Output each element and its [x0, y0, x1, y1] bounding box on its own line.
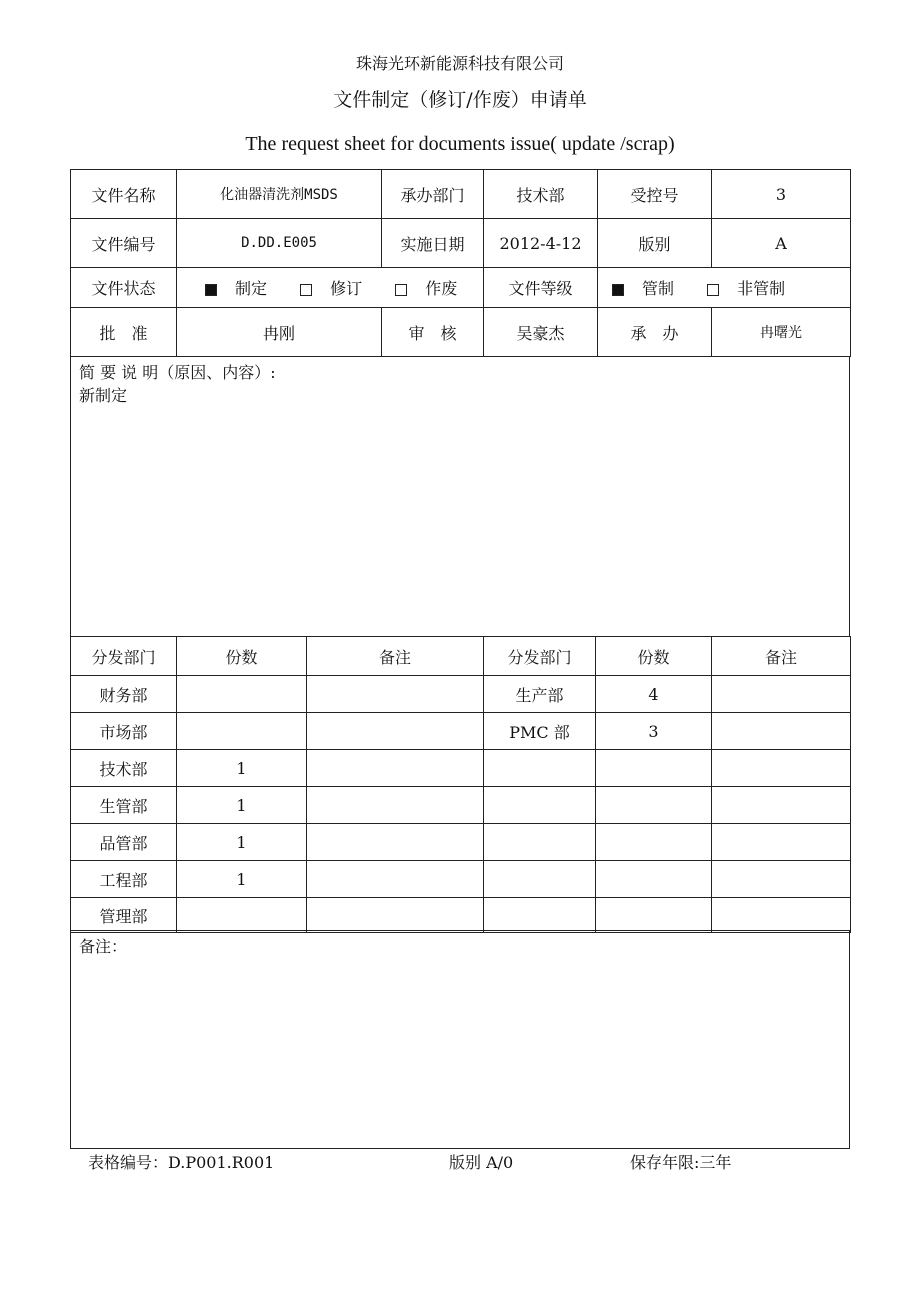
- form-title-en: The request sheet for documents issue( update /scrap): [245, 133, 675, 155]
- table-cell: 1: [177, 824, 307, 861]
- version-label: 版别: [598, 219, 712, 268]
- table-row: [71, 713, 851, 750]
- status-option-issue[interactable]: 制定: [205, 279, 267, 298]
- table-cell: 工程部: [71, 861, 177, 898]
- approve-label: 批 准: [71, 308, 177, 357]
- distribution-table: [70, 636, 851, 933]
- summary-label: 简 要 说 明（原因、内容）:: [79, 363, 276, 382]
- form-title-cn: 文件制定（修订/作废）申请单: [333, 89, 587, 111]
- reviewer-value: 吴豪杰: [484, 308, 598, 357]
- table-cell: [712, 713, 851, 750]
- table-cell: [712, 750, 851, 787]
- handler-value: 冉曙光: [712, 308, 851, 357]
- col-header: 分发部门: [484, 637, 596, 676]
- distribution-header-row: [71, 637, 851, 676]
- col-header: 份数: [596, 637, 712, 676]
- table-row: [71, 824, 851, 861]
- table-cell: [177, 676, 307, 713]
- level-option-uncontrolled[interactable]: 非管制: [707, 279, 785, 298]
- remark-section: [70, 930, 850, 1149]
- table-cell: [596, 861, 712, 898]
- table-cell: 管理部: [71, 898, 177, 933]
- form-number: 表格编号：D.P001.R001: [88, 1153, 275, 1172]
- table-cell: 市场部: [71, 713, 177, 750]
- table-row: [71, 787, 851, 824]
- unchecked-box-icon: [300, 284, 312, 296]
- table-cell: 生产部: [484, 676, 596, 713]
- control-no-value: 3: [712, 170, 851, 219]
- checked-box-icon: [612, 284, 624, 296]
- table-cell: [484, 861, 596, 898]
- status-label: 文件状态: [71, 268, 177, 308]
- status-option-update[interactable]: 修订: [300, 279, 362, 298]
- table-cell: [596, 750, 712, 787]
- approver-value: 冉刚: [177, 308, 382, 357]
- retention-period: 保存年限:三年: [630, 1153, 732, 1172]
- table-cell: [307, 713, 484, 750]
- table-row: [71, 861, 851, 898]
- edition-label: 版别 A/0: [449, 1153, 514, 1172]
- control-no-label: 受控号: [598, 170, 712, 219]
- table-cell: [712, 676, 851, 713]
- table-cell: [484, 898, 596, 933]
- company-name: 珠海光环新能源科技有限公司: [355, 54, 564, 73]
- table-cell: [596, 898, 712, 933]
- handle-label: 承 办: [598, 308, 712, 357]
- col-header: 份数: [177, 637, 307, 676]
- table-row: [71, 676, 851, 713]
- table-cell: PMC 部: [484, 713, 596, 750]
- remark-label: 备注：: [79, 937, 128, 956]
- table-cell: [484, 824, 596, 861]
- table-cell: 4: [596, 676, 712, 713]
- table-cell: 1: [177, 861, 307, 898]
- unchecked-box-icon: [395, 284, 407, 296]
- summary-content: 新制定: [79, 386, 128, 405]
- col-header: 备注: [307, 637, 484, 676]
- doc-name-label: 文件名称: [71, 170, 177, 219]
- table-cell: 1: [177, 750, 307, 787]
- table-cell: 品管部: [71, 824, 177, 861]
- level-label: 文件等级: [484, 268, 598, 308]
- table-cell: [307, 676, 484, 713]
- checked-box-icon: [205, 284, 217, 296]
- table-cell: [307, 898, 484, 933]
- version-value: A: [712, 219, 851, 268]
- level-option-controlled[interactable]: 管制: [612, 279, 674, 298]
- table-cell: 技术部: [71, 750, 177, 787]
- table-cell: [307, 861, 484, 898]
- table-cell: [177, 898, 307, 933]
- col-header: 备注: [712, 637, 851, 676]
- table-cell: [484, 787, 596, 824]
- table-cell: [307, 787, 484, 824]
- table-cell: 1: [177, 787, 307, 824]
- table-cell: [712, 787, 851, 824]
- table-cell: 财务部: [71, 676, 177, 713]
- impl-date-label: 实施日期: [382, 219, 484, 268]
- table-row: [71, 898, 851, 933]
- document-info-table: [70, 169, 851, 357]
- unchecked-box-icon: [707, 284, 719, 296]
- table-cell: [712, 898, 851, 933]
- table-cell: [712, 861, 851, 898]
- table-cell: [484, 750, 596, 787]
- summary-section: [70, 356, 850, 637]
- doc-name-value: 化油器清洗剂MSDS: [177, 170, 382, 219]
- table-cell: 3: [596, 713, 712, 750]
- impl-date-value: 2012-4-12: [484, 219, 598, 268]
- dept-label: 承办部门: [382, 170, 484, 219]
- status-option-scrap[interactable]: 作废: [395, 279, 457, 298]
- doc-no-label: 文件编号: [71, 219, 177, 268]
- doc-no-value: D.DD.E005: [177, 219, 382, 268]
- table-cell: [596, 787, 712, 824]
- dept-value: 技术部: [484, 170, 598, 219]
- table-row: [71, 750, 851, 787]
- table-cell: [177, 713, 307, 750]
- table-cell: 生管部: [71, 787, 177, 824]
- col-header: 分发部门: [71, 637, 177, 676]
- review-label: 审 核: [382, 308, 484, 357]
- table-cell: [712, 824, 851, 861]
- table-cell: [307, 750, 484, 787]
- table-cell: [307, 824, 484, 861]
- table-cell: [596, 824, 712, 861]
